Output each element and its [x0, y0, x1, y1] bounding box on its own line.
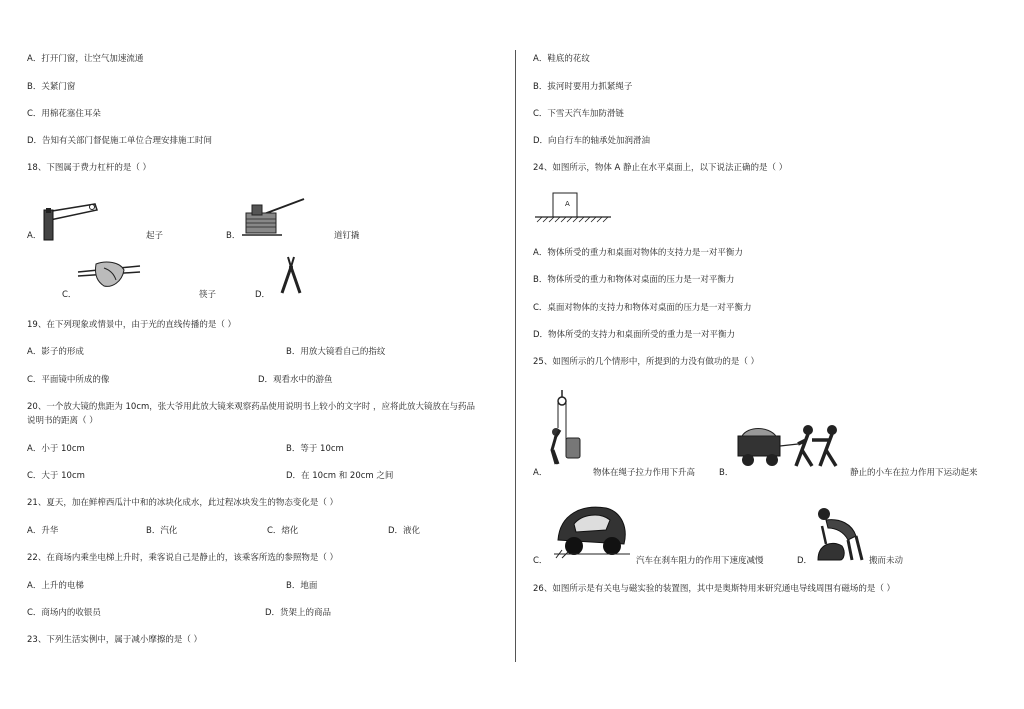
- q18-option-c-label: 筷子: [199, 290, 217, 300]
- q22-option-d: D．货架上的商品: [265, 608, 332, 618]
- q19-option-a: A．影子的形成: [27, 347, 84, 357]
- spike-lever-image: [242, 195, 307, 240]
- q20-option-a: A．小于 10cm: [27, 444, 85, 454]
- q18-option-c-letter: C．: [62, 290, 77, 300]
- q24-stem: 24、如图所示，物体 A 静止在水平桌面上，以下说法正确的是（ ）: [533, 163, 788, 173]
- q25-option-c-letter: C．: [533, 556, 548, 566]
- q25-option-b-letter: B．: [719, 468, 734, 478]
- q21-stem: 21、夏天，加在鲜榨西瓜汁中和的冰块化成水，此过程冰块发生的物态变化是（ ）: [27, 498, 339, 508]
- q18-option-b-letter: B．: [226, 231, 241, 241]
- q19-option-b: B．用放大镜看自己的指纹: [286, 347, 386, 357]
- q24-option-a: A．物体所受的重力和桌面对物体的支持力是一对平衡力: [533, 248, 743, 258]
- q25-option-d-label: 搬而未动: [869, 556, 904, 566]
- q18-option-b-label: 道钉撬: [334, 231, 360, 241]
- q25-stem: 25、如图所示的几个情形中，所提到的力没有做功的是（ ）: [533, 357, 760, 367]
- lift-rock-image: [812, 504, 872, 562]
- q19-option-c: C．平面镜中所成的像: [27, 375, 110, 385]
- q24-option-b: B．物体所受的重力和物体对桌面的压力是一对平衡力: [533, 275, 735, 285]
- q23-option-d: D．向自行车的轴承处加润滑油: [533, 136, 651, 146]
- q26-stem: 26、如图所示是有关电与磁实验的装置图，其中是奥斯特用来研究通电导线周围有磁场的是（ ）: [533, 584, 896, 594]
- q25-option-b-label: 静止的小车在拉力作用下运动起来: [850, 468, 978, 478]
- q23-option-c: C．下雪天汽车加防滑链: [533, 109, 624, 119]
- q22-option-a: A．上升的电梯: [27, 581, 84, 591]
- pliers-image: [278, 255, 304, 295]
- block-a-label: A: [565, 200, 570, 208]
- car-braking-image: [552, 500, 632, 560]
- q19-option-d: D．观看水中的游鱼: [258, 375, 333, 385]
- q18-option-a-label: 起子: [146, 231, 164, 241]
- q24-option-c: C．桌面对物体的支持力和物体对桌面的压力是一对平衡力: [533, 303, 752, 313]
- q23-stem: 23、下列生活实例中，属于减小摩擦的是（ ）: [27, 635, 203, 645]
- q24-option-d: D．物体所受的支持力和桌面所受的重力是一对平衡力: [533, 330, 736, 340]
- column-divider: [515, 50, 516, 662]
- q22-stem: 22、在商场内乘坐电梯上升时，乘客说自己是静止的，该乘客所选的参照物是（ ）: [27, 553, 339, 563]
- q22-option-b: B．地面: [286, 581, 318, 591]
- q21-option-d: D．液化: [388, 526, 421, 536]
- q25-option-a-letter: A．: [533, 468, 548, 478]
- pulley-lift-image: [544, 388, 596, 466]
- q18-stem: 18、下图属于费力杠杆的是（ ）: [27, 163, 152, 173]
- q17-option-d: D．告知有关部门督促施工单位合理安排施工时间: [27, 136, 213, 146]
- q20-stem-line2: 说明书的距离（ ）: [27, 416, 98, 426]
- q21-option-a: A．升华: [27, 526, 59, 536]
- q17-option-a: A．打开门窗，让空气加速流通: [27, 54, 144, 64]
- q25-option-d-letter: D．: [797, 556, 813, 566]
- q17-option-c: C．用棉花塞住耳朵: [27, 109, 101, 119]
- q19-stem: 19、在下列现象或情景中，由于光的直线传播的是（ ）: [27, 320, 237, 330]
- q21-option-c: C．熔化: [267, 526, 299, 536]
- q18-option-a-letter: A．: [27, 231, 42, 241]
- q23-option-a: A．鞋底的花纹: [533, 54, 590, 64]
- q21-option-b: B．汽化: [146, 526, 178, 536]
- block-on-table-figure: [533, 190, 613, 228]
- q20-option-d: D．在 10cm 和 20cm 之间: [286, 471, 394, 481]
- q22-option-c: C．商场内的收银员: [27, 608, 101, 618]
- q18-option-d-letter: D．: [255, 290, 271, 300]
- bottle-opener-image: [40, 198, 100, 243]
- q20-option-c: C．大于 10cm: [27, 471, 85, 481]
- q25-option-c-label: 汽车在刹车阻力的作用下速度减慢: [636, 556, 764, 566]
- chopsticks-hand-image: [76, 258, 142, 293]
- q23-option-b: B．拔河时要用力抓紧绳子: [533, 82, 633, 92]
- q20-stem-line1: 20、一个放大镜的焦距为 10cm，张大爷用此放大镜来观察药品使用说明书上较小的文字时 ，应将此放大镜放在与药品: [27, 402, 475, 412]
- q25-option-a-label: 物体在绳子拉力作用下升高: [593, 468, 696, 478]
- q20-option-b: B．等于 10cm: [286, 444, 344, 454]
- cart-pull-image: [734, 422, 854, 470]
- q17-option-b: B．关紧门窗: [27, 82, 76, 92]
